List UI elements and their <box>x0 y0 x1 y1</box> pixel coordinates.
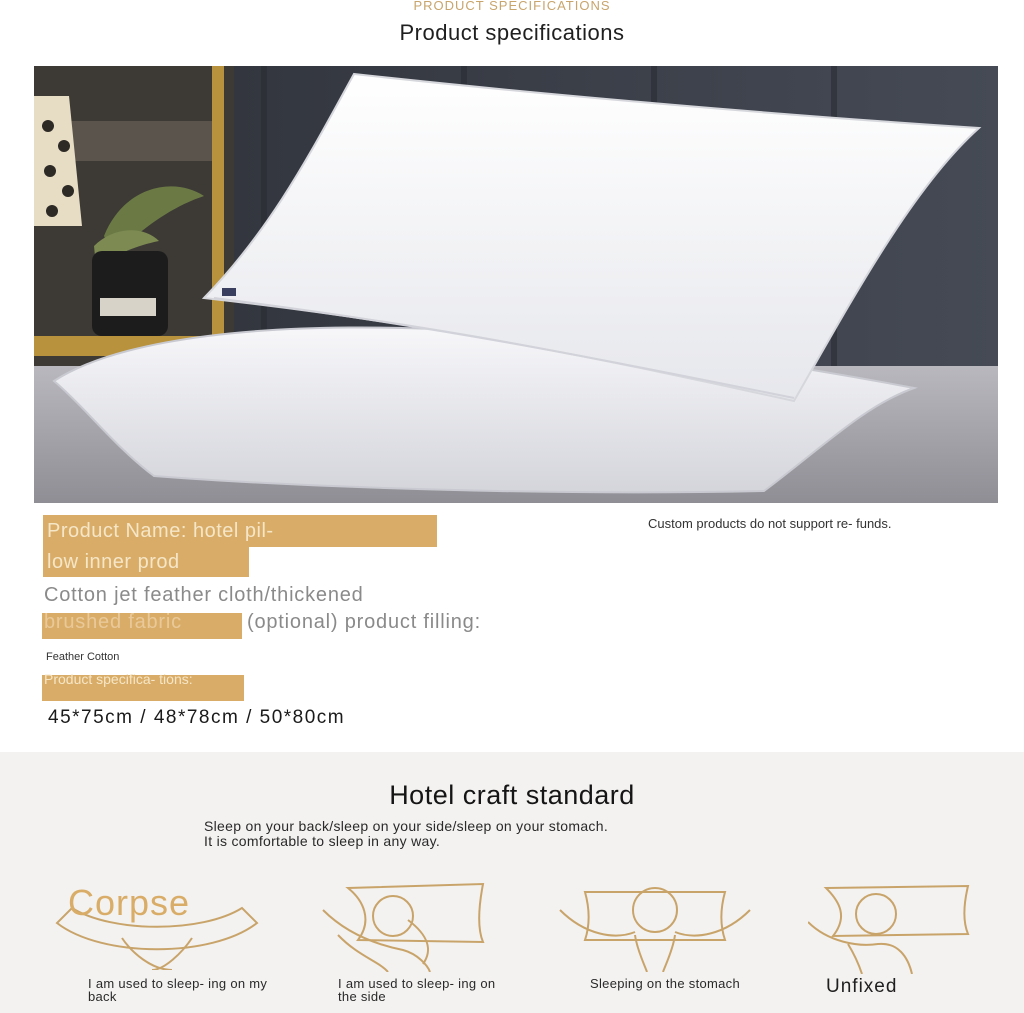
craft-subtitle <box>204 819 608 849</box>
product-name-line-2: low inner prod <box>43 547 249 577</box>
craft-title: Hotel craft standard <box>389 780 635 810</box>
unfixed-sleeper-icon <box>808 882 973 974</box>
stomach-sleeper-caption: Sleeping on the stomach <box>590 976 740 991</box>
stomach-sleeper-icon <box>555 880 755 972</box>
craft-subtitle-line-1: Sleep on your back/sleep on your side/sleep on your stomach. <box>204 818 609 834</box>
size-options: 45*75cm / 48*78cm / 50*80cm <box>48 707 346 728</box>
section-eyebrow: PRODUCT SPECIFICATIONS <box>413 0 611 13</box>
product-photo <box>34 66 998 503</box>
corpse-label: Corpse <box>68 882 191 923</box>
spec-label: Product specifica- tions: <box>44 671 193 687</box>
product-name-line-1: Product Name: hotel pil- <box>43 515 437 547</box>
page-title: Product specifications <box>399 20 625 45</box>
side-sleeper-caption: I am used to sleep- ing on the side <box>338 976 496 1004</box>
unfixed-caption: Unfixed <box>826 976 898 997</box>
custom-refund-note: Custom products do not support re- funds. <box>648 516 892 531</box>
craft-subtitle-line-2: It is comfortable to sleep in any way. <box>204 833 441 849</box>
brushed-fabric-label: brushed fabric <box>44 611 182 633</box>
side-sleeper-icon <box>318 880 490 972</box>
back-sleeper-caption: I am used to sleep- ing on my back <box>88 976 268 1004</box>
filling-value: Feather Cotton <box>46 651 120 663</box>
fabric-description: Cotton jet feather cloth/thickened <box>44 584 364 606</box>
filling-line: (optional) product filling: <box>247 611 481 633</box>
